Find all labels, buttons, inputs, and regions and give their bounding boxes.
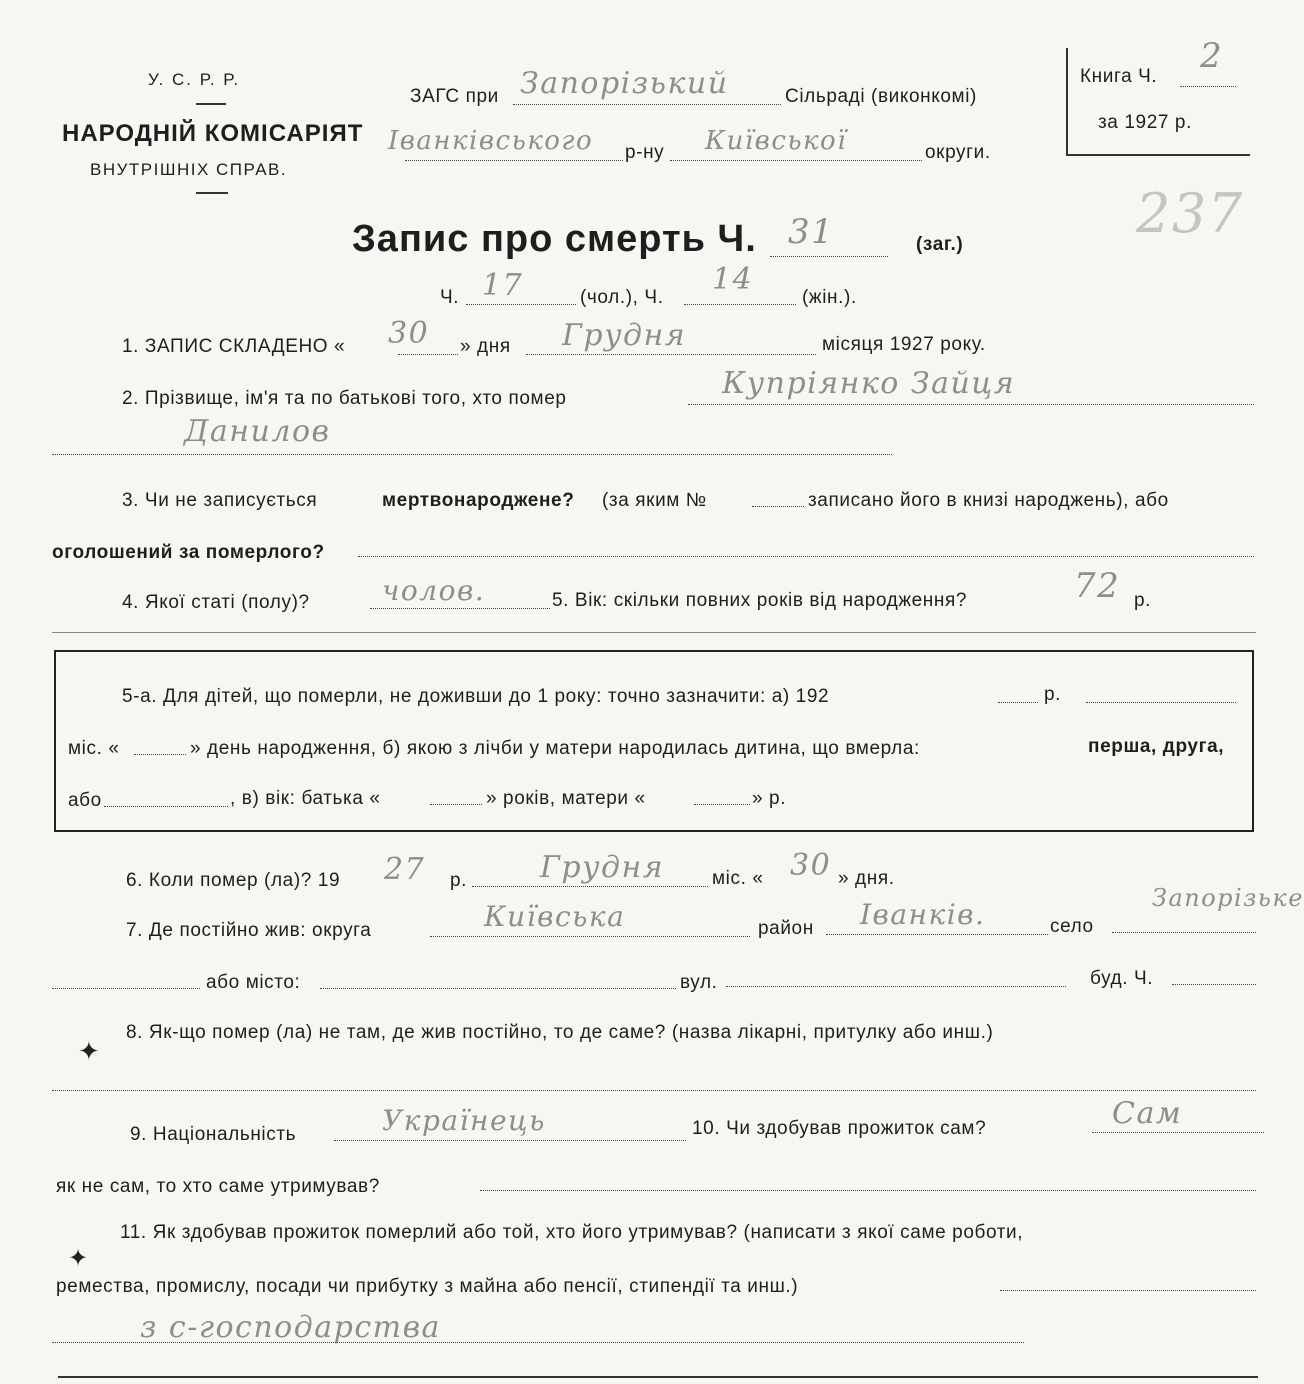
- item-1-day-label: » дня: [460, 336, 511, 357]
- book-year: за 1927 р.: [1098, 112, 1192, 133]
- item-6-day-handwritten: 30: [790, 848, 832, 883]
- item-5a-line3-d: » р.: [752, 788, 787, 809]
- item-10-text2: як не сам, то хто саме утримував?: [56, 1176, 380, 1197]
- okruga-label: округи.: [925, 142, 991, 163]
- item-1-month-handwritten: Грудня: [562, 318, 687, 353]
- commissariat-title: НАРОДНІЙ КОМІСАРІЯТ: [62, 120, 364, 147]
- total-label: (заг.): [916, 234, 964, 255]
- item-7-rayon: район: [758, 918, 814, 939]
- item-10-line2: [480, 1190, 1256, 1191]
- item-7-okruga-line: [430, 936, 750, 937]
- item-2-name-handwritten: Купріянко Зайця: [722, 366, 1016, 401]
- ch-prefix: Ч.: [440, 287, 460, 308]
- item-3-declared-dead: оголошений за померлого?: [52, 542, 325, 563]
- item-5a-year-line: [998, 702, 1038, 703]
- item-2-text: 2. Прізвище, ім'я та по батькові того, хто помер: [122, 388, 567, 409]
- item-7-misto: або місто:: [206, 972, 301, 993]
- item-1-day-handwritten: 30: [388, 316, 430, 351]
- item-7-text: 7. Де постійно жив: округа: [126, 920, 372, 941]
- item-2-line: [688, 404, 1254, 405]
- item-7-rayon-line: [826, 934, 1048, 935]
- female-count-line: [684, 304, 796, 305]
- okruga-line: [670, 160, 922, 161]
- okruga-handwritten: Київської: [705, 126, 848, 156]
- item-10-text: 10. Чи здобував прожиток сам?: [692, 1118, 987, 1139]
- item-6-r: р.: [450, 870, 468, 891]
- item-1-month-line: [526, 354, 816, 355]
- header-divider-top: [196, 103, 226, 105]
- item-7-misto-line: [320, 988, 676, 989]
- corner-number-handwritten: 237: [1136, 182, 1244, 245]
- item-11-line: [1000, 1290, 1256, 1291]
- item-7-selo-line: [1112, 932, 1256, 933]
- item-7-vul: вул.: [680, 972, 718, 993]
- item-9-text: 9. Національність: [130, 1124, 297, 1145]
- record-title: Запис про смерть Ч.: [352, 218, 757, 260]
- item-3-number-line: [752, 506, 804, 507]
- item-6-mis: міс. «: [712, 868, 764, 889]
- item-5a-mother-line: [694, 804, 750, 805]
- item-2-name2-handwritten: Данилов: [184, 414, 331, 449]
- item-10-answer-handwritten: Сам: [1112, 1096, 1183, 1131]
- item-7-vul-line: [726, 986, 1066, 987]
- item-3-line: [358, 556, 1254, 557]
- item-8-line: [52, 1090, 1256, 1091]
- item-11-answer-handwritten: з с-господарства: [140, 1310, 441, 1345]
- item-11-line2: [52, 1342, 1024, 1343]
- item-4-text: 4. Якої статі (полу)?: [122, 592, 310, 613]
- ink-blot-icon-2: ✦: [68, 1245, 89, 1272]
- district-handwritten: Іванківського: [388, 126, 594, 156]
- item-5a-father-line: [430, 804, 482, 805]
- item-11-text: 11. Як здобував прожиток померлий або той, хто його утримував? (написати з якої саме роботи,: [120, 1222, 1024, 1243]
- item-3-text-b: (за яким №: [602, 490, 707, 511]
- book-line: [1180, 86, 1236, 87]
- zags-line: [513, 104, 781, 105]
- item-5a-line3-b: , в) вік: батька «: [230, 788, 381, 809]
- item-6-text: 6. Коли помер (ла)? 19: [126, 870, 341, 891]
- item-5a-line1: 5-а. Для дітей, що померли, не доживши до 1 року: точно зазначити: а) 192: [122, 686, 830, 707]
- item-11-text2: ремества, промислу, посади чи прибутку з майна або пенсії, стипендії та инш.): [56, 1276, 799, 1297]
- item-4-sex-handwritten: чолов.: [382, 574, 486, 607]
- item-5a-line3-c: » років, матери «: [486, 788, 646, 809]
- book-number-handwritten: 2: [1200, 36, 1224, 76]
- item-5a-line2-b: » день народження, б) якою з лічби у матери народилась дитина, що вмерла:: [190, 738, 920, 759]
- item-5-text: 5. Вік: скільки повних років від народження?: [552, 590, 968, 611]
- book-label: Книга Ч.: [1080, 66, 1158, 87]
- item-4-line: [370, 608, 550, 609]
- male-count-handwritten: 17: [482, 268, 524, 303]
- item-7-selo: село: [1050, 916, 1094, 937]
- item-6-month-line: [472, 886, 708, 887]
- item-1-day-line: [398, 354, 458, 355]
- item-10-line: [1092, 1132, 1264, 1133]
- item-8-text: 8. Як-що помер (ла) не там, де жив постійно, то де саме? (назва лікарні, притулку або инш.): [126, 1022, 994, 1043]
- ink-blot-icon: ✦: [78, 1036, 100, 1066]
- item-5a-line3-a: або: [68, 790, 102, 811]
- item-5-suffix: р.: [1134, 590, 1152, 611]
- item-5a-line1-fill: [1086, 702, 1236, 703]
- item-7-line2-start: [52, 988, 200, 989]
- item-9-nationality-handwritten: Українець: [382, 1104, 546, 1137]
- republic-label: У. С. Р. Р.: [148, 70, 241, 89]
- male-label: (чол.), Ч.: [580, 287, 664, 308]
- female-label: (жін.).: [802, 287, 857, 308]
- item-9-line: [334, 1140, 686, 1141]
- council-suffix: Сільраді (виконкомі): [785, 86, 977, 107]
- item-1-suffix: місяця 1927 року.: [822, 334, 986, 355]
- item-2-line2: [52, 454, 892, 455]
- item-3-text-a: 3. Чи не записується: [122, 490, 318, 511]
- department-label: ВНУТРІШНІХ СПРАВ.: [90, 160, 288, 179]
- item-7-bud-line: [1172, 984, 1256, 985]
- item-7-rayon-handwritten: Іванків.: [860, 898, 986, 931]
- record-number-line: [770, 256, 888, 257]
- item-5-age-handwritten: 72: [1074, 566, 1121, 606]
- item-1-text: 1. ЗАПИС СКЛАДЕНО «: [122, 336, 346, 357]
- item-6-month-handwritten: Грудня: [540, 850, 665, 885]
- male-count-line: [466, 304, 576, 305]
- district-label: р-ну: [625, 142, 665, 163]
- item-5a-month-line: [134, 754, 186, 755]
- item-5a-line2-a: міс. «: [68, 738, 120, 759]
- zags-handwritten: Запорізький: [520, 66, 729, 101]
- item-5a-line2-bold: перша, друга,: [1088, 736, 1225, 757]
- item-5a-line1-r: р.: [1044, 684, 1062, 705]
- item-6-dnya: » дня.: [838, 868, 895, 889]
- zags-prefix: ЗАГС при: [410, 86, 499, 107]
- item-7-bud: буд. Ч.: [1090, 968, 1154, 989]
- section-divider: [52, 632, 1256, 633]
- female-count-handwritten: 14: [712, 262, 754, 297]
- item-5a-or-line: [104, 806, 228, 807]
- item-6-year-handwritten: 27: [384, 852, 426, 887]
- header-divider-bottom: [196, 192, 228, 194]
- item-7-selo-handwritten: Запорізьке: [1152, 884, 1304, 912]
- item-3-text-c: записано його в книзі народжень), або: [808, 490, 1169, 511]
- bottom-rule: [58, 1376, 1258, 1378]
- item-7-okruga-handwritten: Київська: [484, 900, 626, 933]
- record-number-handwritten: 31: [788, 212, 835, 252]
- item-3-stillborn: мертвонароджене?: [382, 490, 575, 511]
- district-line: [405, 160, 623, 161]
